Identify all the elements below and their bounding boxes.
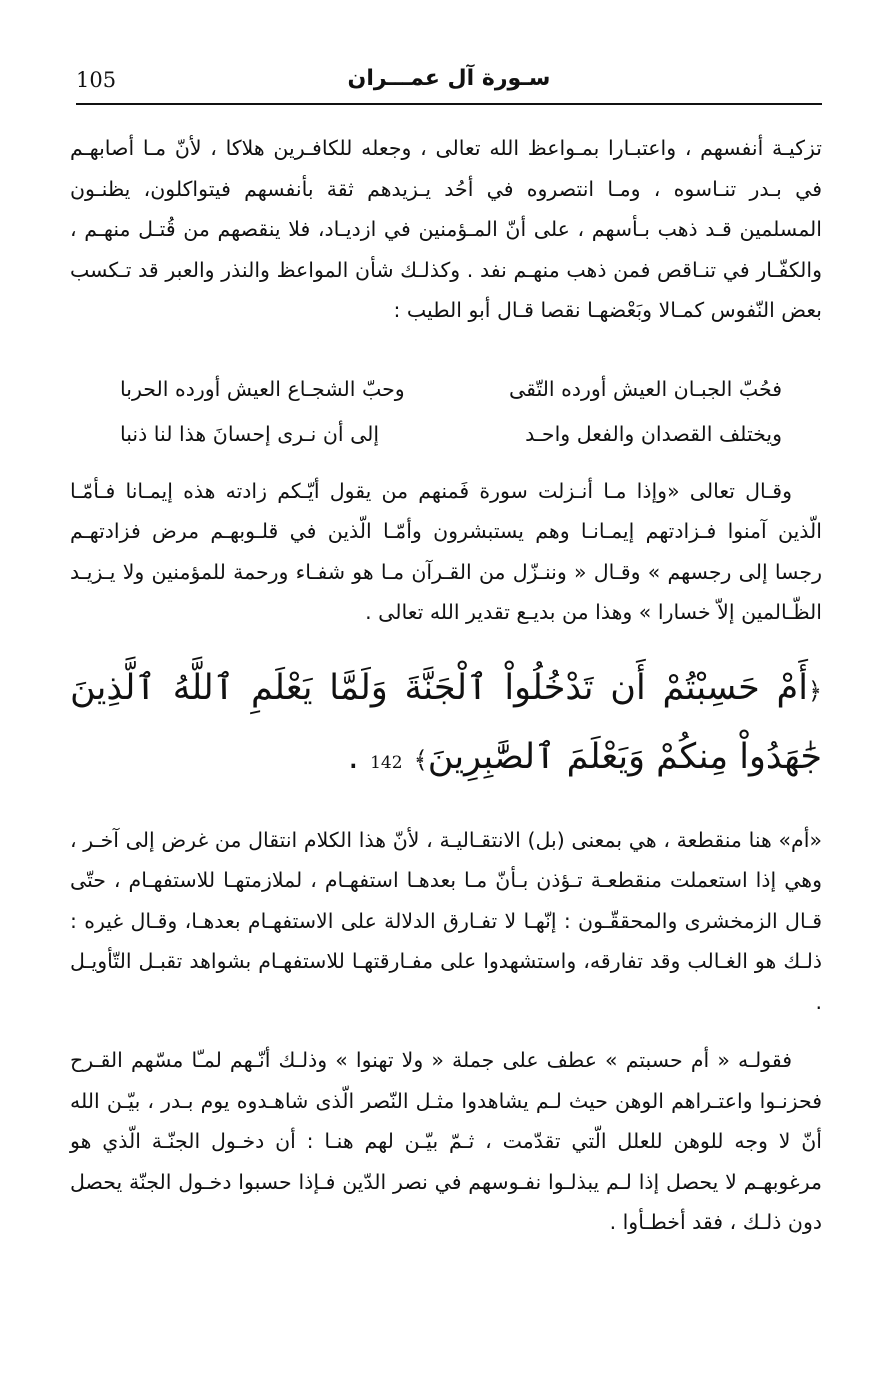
page-header	[76, 62, 822, 102]
hemistich-2-left: إلى أن نـرى إحسانَ هذا لنا ذنبا	[120, 421, 380, 446]
verse-end-dot: .	[347, 736, 359, 777]
paragraph-1: تزكيـة أنفسهم ، واعتبـارا بمـواعظ الله تعالى ، وجعله للكافـرين هلاكا ، لأنّ مـا أصابهـم في بـدر تنـاسوه ، ومـا انتصروه في أحُد يـزيدهم ثقة بأنفسهم فيتواكلون، يظنـون المسلمين قـد ذهب بـأسهم ، على أنّ المـؤمنين في ازديـاد، فلا ينقصهم من قُتـل منهـم ، والكفّـار في تنـاقص فمن ذهب منهـم نفد . وكذلـك شأن المواعظ والنذر والعبر قد تـكسب بعض النّفوس كمـالا وبَعْضهـا نقصا قـال أبو الطيب :	[70, 136, 822, 322]
hemistich-1-right: فحُبّ الجبـان العيش أورده التّقى	[509, 376, 782, 401]
hemistich-2-right: ويختلف القصدان والفعل واحـد	[525, 421, 782, 446]
paragraph-3: «أم» هنا منقطعة ، هي بمعنى (بل) الانتقـاليـة ، لأنّ هذا الكلام انتقال من غرض إلى آخـر ، وهي إذا استعملت منقطعـة تـؤذن بـأنّ مـا بعدهـا استفهـام ، لملازمتهـا للاستفهـام ، حتّى قـال الزمخشرى والمحققّـون : إنّهـا لا تفـارق الدلالة على الاستفهـام بعدهـا، وقـال غيره : ذلـك هو الغـالب وقد تفارقه، واستشهدوا على مفـارقتهـا للاستفهـام بشواهد تقبـل التّأويـل .	[70, 827, 822, 1014]
header-rule	[76, 103, 822, 105]
page-number: 105	[76, 68, 117, 92]
poetry-line-1	[120, 367, 782, 412]
paragraph-gap	[70, 1022, 822, 1040]
quran-verse	[70, 655, 822, 796]
poetry-block	[70, 367, 822, 457]
ayah-number: 142	[370, 752, 403, 773]
paragraph-2: وقـال تعالى «وإذا مـا أنـزلت سورة فَمنهم من يقول أيّـكم زادته هذه إيمـانا فـأمّـا الّذين آمنوا فـزادتهم إيمـانـا وهم يستبشرون وأمّـا الّذين في قلـوبهـم مرض فزادتهـم رجسا إلى رجسهم » وقـال « وننـزّل من القـرآن مـا هو شفـاء ورحمة للمؤمنين ولا يـزيـد الظّـالمين إلاّ خسارا » وهذا من بديـع تقدير الله تعالى .	[70, 478, 822, 624]
hemistich-1-left: وحبّ الشجـاع العيش أورده الحربا	[120, 376, 405, 401]
open-verse-ornament: ﴿	[807, 676, 822, 705]
running-title: سـورة آل عمـــران	[347, 66, 551, 91]
close-verse-ornament: ﴾	[413, 745, 428, 774]
quran-verse-block	[70, 655, 822, 796]
quran-verse-text: أَمْ حَسِبْتُمْ أَن تَدْخُلُواْ ٱلْجَنَّةَ وَلَمَّا يَعْلَمِ ٱللَّهُ ٱلَّذِينَ جَٰهَدُواْ مِنكُمْ وَيَعْلَمَ ٱلصَّٰبِرِينَ	[70, 667, 822, 777]
page-body	[70, 128, 822, 1243]
paragraph-4: فقولـه « أم حسبتم » عطف على جملة « ولا تهنوا » وذلـك أنّـهم لمـّا مسّهم القـرح فحزنـوا واعتـراهم الوهن حيث لـم يشاهدوا مثـل النّصر الّذى شاهـدوه يوم بـدر ، بيّـن الله أنّ لا وجه للوهن للعلل الّتي تقدّمت ، ثـمّ بيّـن لهم هنـا : أن دخـول الجنّـة الّذي هو مرغوبهـم لا يحصل إذا لـم يبذلـوا نفـوسهم في نصر الدّين فـإذا حسبوا دخـول الجنّة يحصل دون ذلـك ، فقد أخطـأوا .	[70, 1048, 822, 1234]
poetry-line-2	[120, 412, 782, 457]
